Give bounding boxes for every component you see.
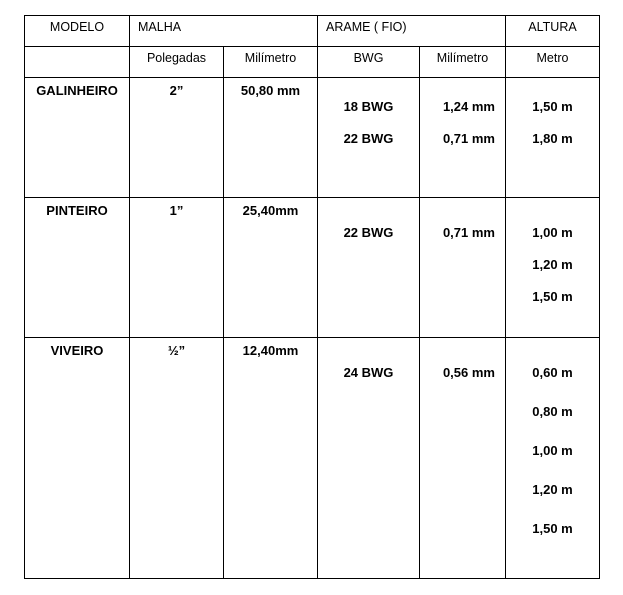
arame-mm-value: 0,71 mm xyxy=(442,225,495,240)
arame-mm-value: 0,71 mm xyxy=(442,131,495,146)
bwg-value: 22 BWG xyxy=(343,131,394,146)
bwg-value: 24 BWG xyxy=(343,365,394,380)
polegadas-cell: 1” xyxy=(130,198,224,338)
milimetro-cell: 12,40mm xyxy=(224,338,318,579)
modelo-cell: GALINHEIRO xyxy=(25,78,130,198)
header-row-1 xyxy=(25,16,600,47)
milimetro-cell: 25,40mm xyxy=(224,198,318,338)
header-altura: ALTURA xyxy=(506,16,600,47)
polegadas-cell: ½” xyxy=(130,338,224,579)
specs-table xyxy=(24,15,600,579)
polegadas-cell: 2” xyxy=(130,78,224,198)
altura-value: 0,60 m xyxy=(532,365,573,380)
header-row-2 xyxy=(25,47,600,78)
arame-mm-cell xyxy=(420,78,506,198)
arame-mm-value: 1,24 mm xyxy=(442,99,495,114)
header-milimetro-arame: Milímetro xyxy=(420,47,506,78)
bwg-cell xyxy=(318,78,420,198)
header-empty-cell xyxy=(25,47,130,78)
table-row xyxy=(25,78,600,198)
header-milimetro-malha: Milímetro xyxy=(224,47,318,78)
arame-mm-cell xyxy=(420,338,506,579)
header-malha: MALHA xyxy=(130,16,318,47)
altura-value: 1,80 m xyxy=(532,131,573,146)
altura-value: 1,50 m xyxy=(532,99,573,114)
altura-value: 1,00 m xyxy=(532,443,573,458)
altura-value: 1,00 m xyxy=(532,225,573,240)
altura-value: 0,80 m xyxy=(532,404,573,419)
altura-cell xyxy=(506,338,600,579)
arame-mm-cell xyxy=(420,198,506,338)
modelo-cell: VIVEIRO xyxy=(25,338,130,579)
altura-cell xyxy=(506,198,600,338)
header-polegadas: Polegadas xyxy=(130,47,224,78)
bwg-value: 18 BWG xyxy=(343,99,394,114)
modelo-cell: PINTEIRO xyxy=(25,198,130,338)
bwg-cell xyxy=(318,198,420,338)
altura-value: 1,20 m xyxy=(532,257,573,272)
header-metro: Metro xyxy=(506,47,600,78)
bwg-cell xyxy=(318,338,420,579)
altura-cell xyxy=(506,78,600,198)
altura-value: 1,50 m xyxy=(532,521,573,536)
bwg-value: 22 BWG xyxy=(343,225,394,240)
milimetro-cell: 50,80 mm xyxy=(224,78,318,198)
table-row xyxy=(25,338,600,579)
header-bwg: BWG xyxy=(318,47,420,78)
header-arame: ARAME ( FIO) xyxy=(318,16,506,47)
altura-value: 1,20 m xyxy=(532,482,573,497)
header-modelo: MODELO xyxy=(25,16,130,47)
table-row xyxy=(25,198,600,338)
altura-value: 1,50 m xyxy=(532,289,573,304)
arame-mm-value: 0,56 mm xyxy=(442,365,495,380)
